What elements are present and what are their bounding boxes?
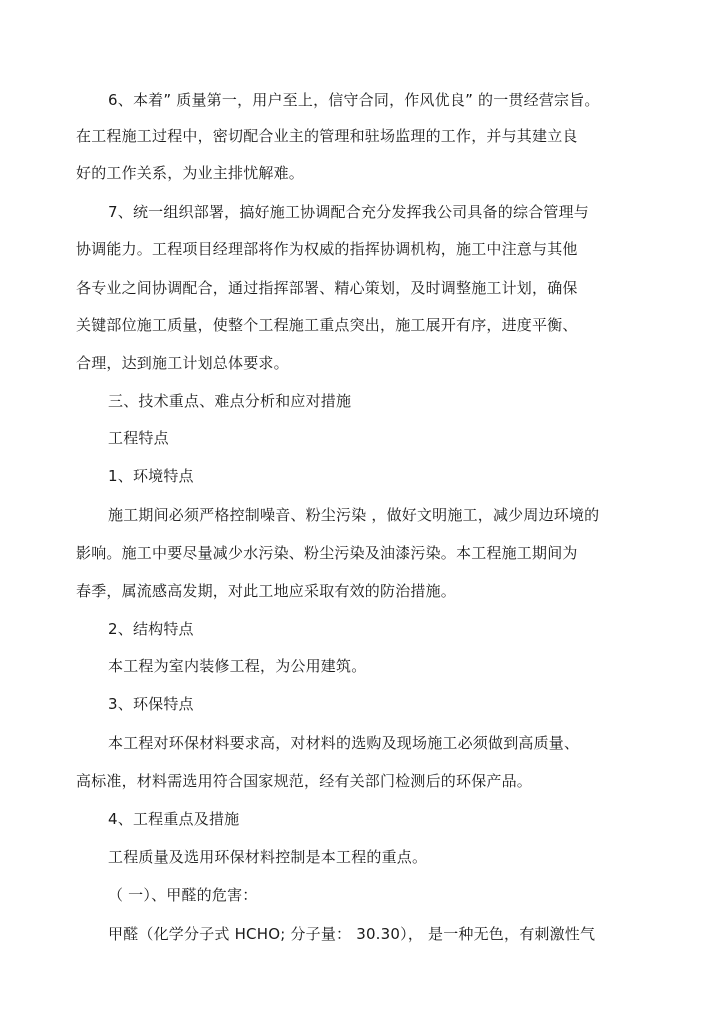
paragraph-line: 春季，属流感高发期，对此工地应采取有效的防治措施。 — [76, 582, 457, 600]
paragraph-line: 甲醛（化学分子式 HCHO; 分子量： 30.30）， 是一种无色，有刺激性气 — [108, 925, 596, 943]
paragraph-line: 本工程为室内装修工程，为公用建筑。 — [108, 657, 367, 675]
paragraph-line: 高标准，材料需选用符合国家规范，经有关部门检测后的环保产品。 — [76, 772, 533, 790]
paragraph-line: 工程质量及选用环保材料控制是本工程的重点。 — [108, 848, 428, 866]
section-heading: 三、技术重点、难点分析和应对措施 — [108, 392, 352, 410]
paragraph-line: 各专业之间协调配合，通过指挥部署、精心策划，及时调整施工计划，确保 — [76, 279, 578, 297]
paragraph-line: 影响。施工中要尽量减少水污染、粉尘污染及油漆污染。本工程施工期间为 — [76, 544, 578, 562]
paragraph-line: 在工程施工过程中，密切配合业主的管理和驻场监理的工作，并与其建立良 — [76, 127, 578, 145]
paragraph-line: 好的工作关系，为业主排忧解难。 — [76, 164, 305, 182]
subitem-heading: （ 一）、甲醛的危害： — [108, 886, 258, 904]
subsection-heading: 工程特点 — [108, 429, 169, 447]
paragraph-line: 协调能力。工程项目经理部将作为权威的指挥协调机构，施工中注意与其他 — [76, 240, 578, 258]
item-heading: 4、工程重点及措施 — [108, 810, 240, 828]
paragraph-line: 施工期间必须严格控制噪音、粉尘污染 ，做好文明施工，减少周边环境的 — [108, 506, 600, 524]
paragraph-line: 合理，达到施工计划总体要求。 — [76, 354, 289, 372]
paragraph-line: 关键部位施工质量，使整个工程施工重点突出，施工展开有序，进度平衡、 — [76, 316, 578, 334]
item-heading: 3、环保特点 — [108, 695, 194, 713]
item-heading: 1、环境特点 — [108, 467, 194, 485]
item-heading: 2、结构特点 — [108, 620, 194, 638]
paragraph-line: 6、本着” 质量第一，用户至上，信守合同，作风优良” 的一贯经营宗旨。 — [108, 91, 600, 109]
paragraph-line: 本工程对环保材料要求高，对材料的选购及现场施工必须做到高质量、 — [108, 734, 580, 752]
paragraph-line: 7、统一组织部署，搞好施工协调配合充分发挥我公司具备的综合管理与 — [108, 203, 589, 221]
